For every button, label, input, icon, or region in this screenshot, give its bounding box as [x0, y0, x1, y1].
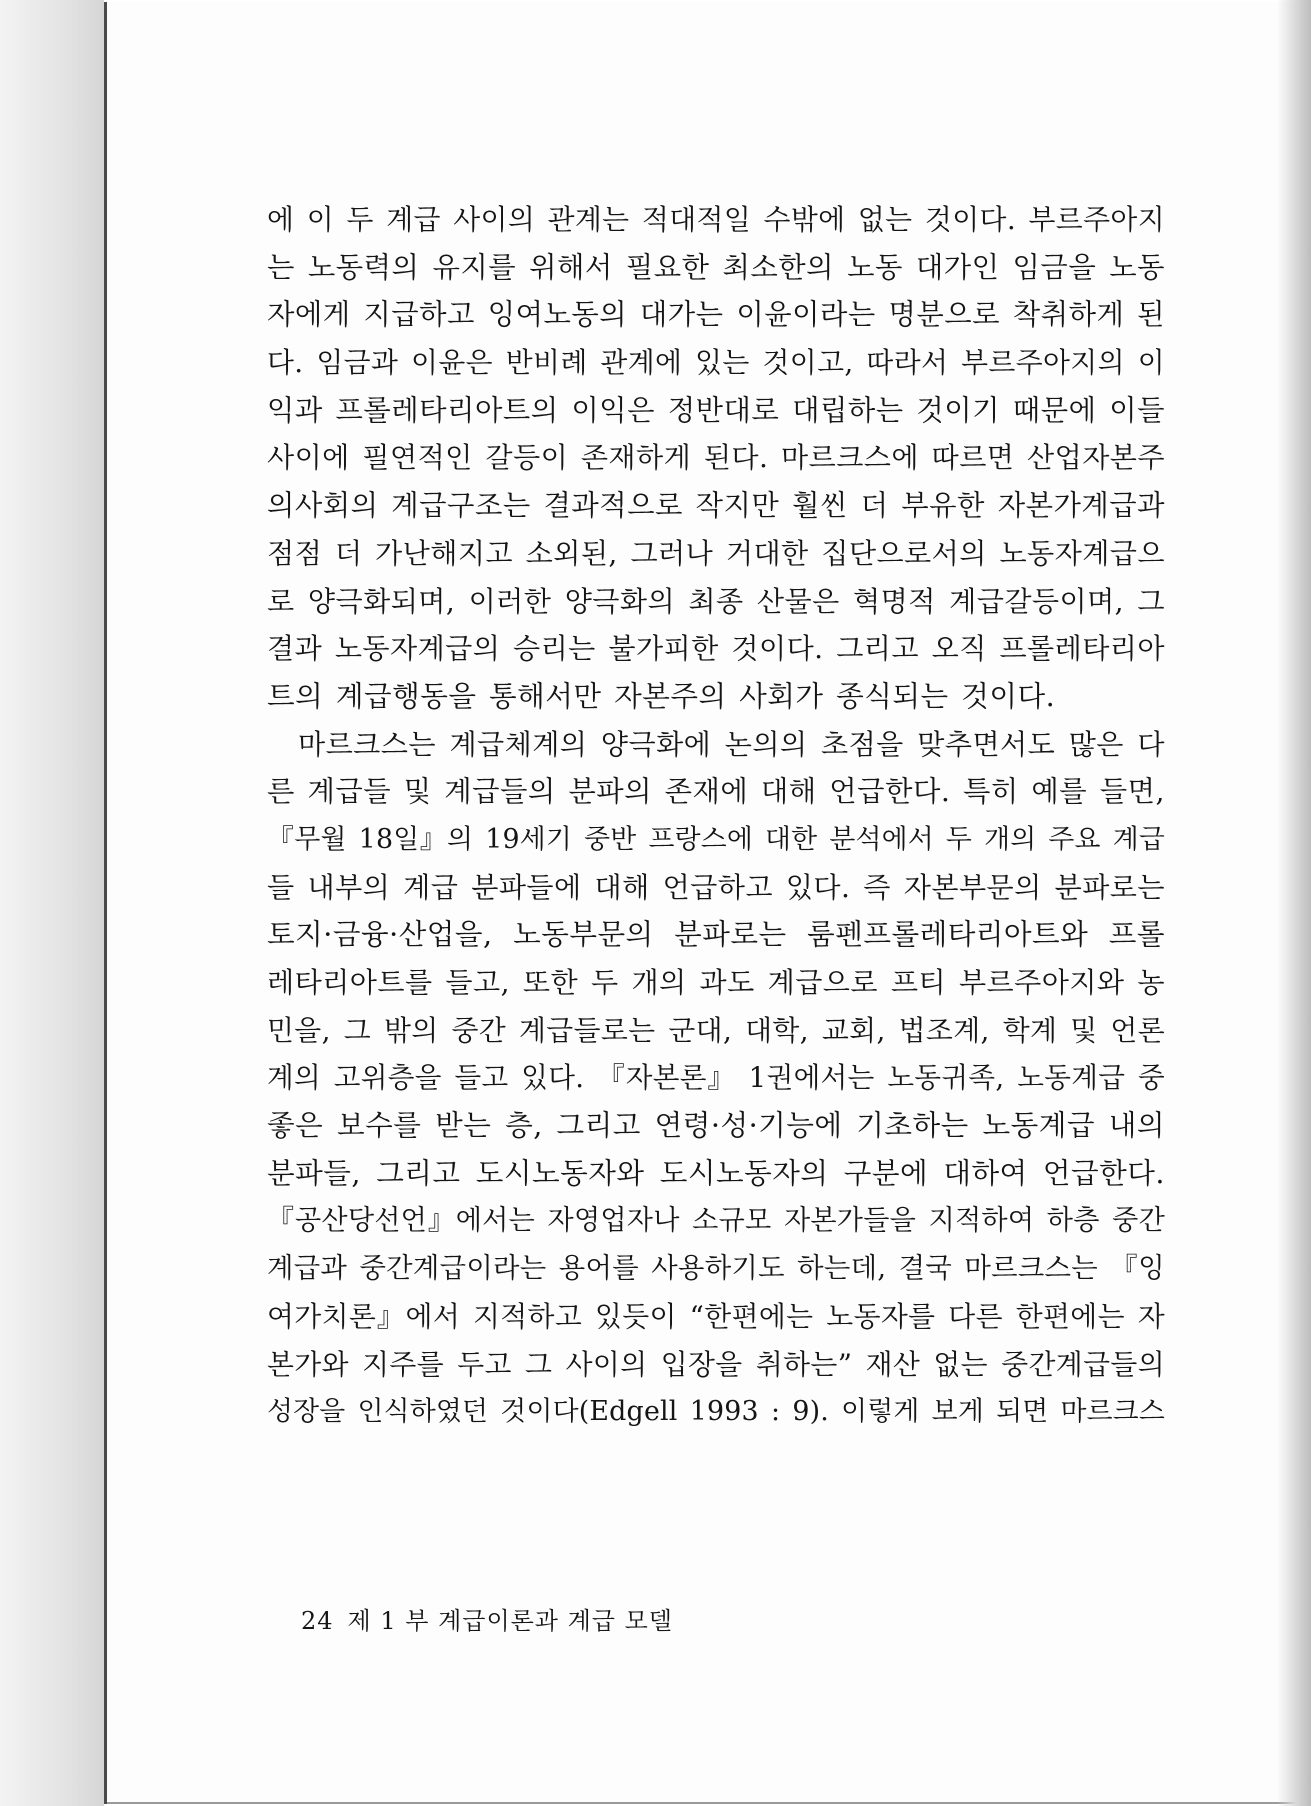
text-line: 민을, 그 밖의 중간 계급들로는 군대, 대학, 교회, 법조계, 학계 및 언론 [267, 1013, 1165, 1047]
paragraph-2 [267, 721, 1165, 1436]
text-line: 토지·금융·산업을, 노동부문의 분파로는 룸펜프롤레타리아트와 프롤 [267, 917, 1165, 952]
text-line: 트의 계급행동을 통해서만 자본주의 사회가 종식되는 것이다. [267, 678, 1056, 713]
text-line: 본가와 지주를 두고 그 사이의 입장을 취하는” 재산 없는 중간계급들의 [267, 1347, 1165, 1381]
scan-left-margin [0, 0, 104, 1806]
page-footer [301, 1601, 673, 1636]
text-line: 자에게 지급하고 잉여노동의 대가는 이윤이라는 명분으로 착취하게 된 [267, 298, 1165, 332]
text-line: 른 계급들 및 계급들의 분파의 존재에 대해 언급한다. 특히 예를 들면, [267, 775, 1165, 809]
text-line: 들 내부의 계급 분파들에 대해 언급하고 있다. 즉 자본부문의 분파로는 [267, 870, 1165, 904]
text-line: 좋은 보수를 받는 층, 그리고 연령·성·기능에 기초하는 노동계급 내의 [267, 1108, 1165, 1143]
text-line: 에 이 두 계급 사이의 관계는 적대적일 수밖에 없는 것이다. 부르주아지 [267, 203, 1165, 236]
paragraph-1 [267, 196, 1165, 721]
text-line: 레타리아트를 들고, 또한 두 개의 과도 계급으로 프티 부르주아지와 농 [267, 966, 1165, 999]
text-line: 계의 고위층을 들고 있다. 『자본론』 1권에서는 노동귀족, 노동계급 중 [267, 1061, 1165, 1095]
text-line: 『공산당선언』에서는 자영업자나 소규모 자본가들을 지적하여 하층 중간 [267, 1205, 1165, 1237]
text-line: 사이에 필연적인 갈등이 존재하게 된다. 마르크스에 따르면 산업자본주 [267, 441, 1165, 475]
text-line: 의사회의 계급구조는 결과적으로 작지만 훨씬 더 부유한 자본가계급과 [267, 489, 1165, 523]
text-line: 로 양극화되며, 이러한 양극화의 최종 산물은 혁명적 계급갈등이며, 그 [267, 584, 1165, 618]
scan-right-shadow [1277, 0, 1311, 1806]
text-line: 『무월 18일』의 19세기 중반 프랑스에 대한 분석에서 두 개의 주요 계급 [267, 823, 1165, 855]
text-line: 성장을 인식하였던 것이다(Edgell 1993 : 9). 이렇게 보게 되면 마르크스 [267, 1396, 1165, 1428]
text-line: 는 노동력의 유지를 위해서 필요한 최소한의 노동 대가인 임금을 노동 [267, 250, 1165, 284]
text-line: 마르크스는 계급체계의 양극화에 논의의 초점을 맞추면서도 많은 다 [298, 727, 1165, 761]
text-line: 익과 프롤레타리아트의 이익은 정반대로 대립하는 것이기 때문에 이들 [267, 393, 1165, 427]
body-text [267, 196, 1165, 1436]
text-line: 분파들, 그리고 도시노동자와 도시노동자의 구분에 대하여 언급한다. [267, 1155, 1165, 1190]
running-footer: 제 1 부 계급이론과 계급 모델 [347, 1607, 673, 1635]
text-line: 점점 더 가난해지고 소외된, 그러나 거대한 집단으로서의 노동자계급으 [267, 536, 1165, 570]
text-line: 결과 노동자계급의 승리는 불가피한 것이다. 그리고 오직 프롤레타리아 [267, 632, 1165, 666]
text-line: 계급과 중간계급이라는 용어를 사용하기도 하는데, 결국 마르크스는 『잉 [267, 1253, 1165, 1285]
page-number: 24 [301, 1607, 334, 1635]
text-line: 다. 임금과 이윤은 반비례 관계에 있는 것이고, 따라서 부르주아지의 이 [267, 346, 1165, 380]
text-line: 여가치론』에서 지적하고 있듯이 “한편에는 노동자를 다른 한편에는 자 [267, 1299, 1165, 1333]
